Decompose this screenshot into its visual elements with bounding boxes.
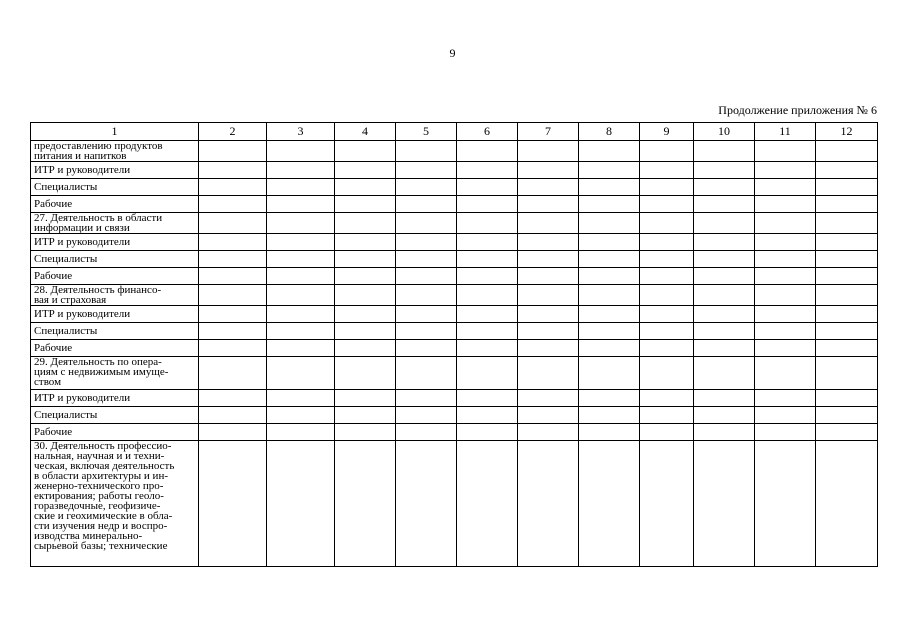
column-header-3: 3 xyxy=(267,123,335,141)
table-cell xyxy=(199,357,267,390)
table-cell xyxy=(816,179,878,196)
table-row xyxy=(31,285,878,306)
table-cell xyxy=(755,407,816,424)
table-cell xyxy=(579,196,640,213)
table-row xyxy=(31,424,878,441)
table-cell xyxy=(816,196,878,213)
table-cell xyxy=(335,179,396,196)
page-number: 9 xyxy=(449,46,456,60)
table-cell xyxy=(457,196,518,213)
row-label xyxy=(31,407,199,424)
table-cell xyxy=(694,234,755,251)
table-cell xyxy=(518,323,579,340)
table-cell xyxy=(199,213,267,234)
row-label-line: Специалисты xyxy=(34,253,98,265)
table-cell xyxy=(640,141,694,162)
row-label-line: изводства минерально- xyxy=(34,530,143,542)
table-cell xyxy=(335,268,396,285)
table-cell xyxy=(199,162,267,179)
table-cell xyxy=(267,407,335,424)
table-cell xyxy=(335,424,396,441)
row-label xyxy=(31,390,199,407)
table-cell xyxy=(579,357,640,390)
table-cell xyxy=(816,268,878,285)
table-body xyxy=(31,141,878,567)
table-cell xyxy=(579,390,640,407)
table-cell xyxy=(640,306,694,323)
row-label-line: 28. Деятельность финансо- xyxy=(34,284,162,296)
row-label-line: женерно-технического про- xyxy=(34,480,164,492)
table-cell xyxy=(457,179,518,196)
table-row xyxy=(31,179,878,196)
table-cell xyxy=(755,323,816,340)
table-cell xyxy=(694,407,755,424)
table-cell xyxy=(396,285,457,306)
table-cell xyxy=(199,234,267,251)
table-cell xyxy=(755,424,816,441)
row-label-line: сырьевой базы; технические xyxy=(34,540,168,552)
table-cell xyxy=(694,390,755,407)
table-cell xyxy=(518,424,579,441)
row-label-line: предоставлению продуктов xyxy=(34,140,163,152)
row-label-line: питания и напитков xyxy=(34,150,127,162)
table-cell xyxy=(640,285,694,306)
table-cell xyxy=(579,141,640,162)
table-cell xyxy=(816,357,878,390)
table-cell xyxy=(267,424,335,441)
table-cell xyxy=(816,213,878,234)
table-row xyxy=(31,357,878,390)
column-header-7: 7 xyxy=(518,123,579,141)
table-cell xyxy=(396,424,457,441)
row-label-line: 27. Деятельность в области xyxy=(34,212,163,224)
row-label-line: циям с недвижимым имуще- xyxy=(34,366,169,378)
table-cell xyxy=(335,323,396,340)
table-cell xyxy=(267,196,335,213)
table-cell xyxy=(579,323,640,340)
table-cell xyxy=(755,196,816,213)
row-label-line: Рабочие xyxy=(34,342,73,354)
table-cell xyxy=(755,390,816,407)
row-label xyxy=(31,213,199,234)
table-cell xyxy=(335,407,396,424)
table-cell xyxy=(518,179,579,196)
row-label-line: 30. Деятельность профессио- xyxy=(34,440,172,452)
table-cell xyxy=(755,357,816,390)
row-label xyxy=(31,268,199,285)
table-row xyxy=(31,196,878,213)
column-header-4: 4 xyxy=(335,123,396,141)
table-cell xyxy=(199,196,267,213)
table-cell xyxy=(640,213,694,234)
table-cell xyxy=(816,162,878,179)
row-label-line: ИТР и руководители xyxy=(34,392,131,404)
row-label-line: Рабочие xyxy=(34,270,73,282)
table-cell xyxy=(518,285,579,306)
table-cell xyxy=(518,213,579,234)
row-label-line: вая и страховая xyxy=(34,294,107,306)
table-cell xyxy=(816,234,878,251)
table-cell xyxy=(396,268,457,285)
table-cell xyxy=(816,251,878,268)
table-row xyxy=(31,234,878,251)
table-cell xyxy=(199,323,267,340)
table-cell xyxy=(335,141,396,162)
table-cell xyxy=(694,323,755,340)
table-cell xyxy=(267,357,335,390)
table-cell xyxy=(694,424,755,441)
row-label-line: ские и геохимические в обла- xyxy=(34,510,173,522)
row-label xyxy=(31,141,199,162)
table-cell xyxy=(457,407,518,424)
table-cell xyxy=(396,441,457,567)
table-cell xyxy=(755,268,816,285)
table-cell xyxy=(579,234,640,251)
table-row xyxy=(31,162,878,179)
table-cell xyxy=(518,196,579,213)
row-label-line: ИТР и руководители xyxy=(34,308,131,320)
row-label-line: 29. Деятельность по опера- xyxy=(34,356,162,368)
table-row xyxy=(31,323,878,340)
table-cell xyxy=(457,390,518,407)
table-cell xyxy=(640,424,694,441)
table-cell xyxy=(579,213,640,234)
table-cell xyxy=(755,234,816,251)
row-label xyxy=(31,424,199,441)
table-cell xyxy=(518,162,579,179)
row-label-line: ектирования; работы геоло- xyxy=(34,490,164,502)
row-label xyxy=(31,179,199,196)
table-cell xyxy=(457,162,518,179)
table-cell xyxy=(267,234,335,251)
row-label xyxy=(31,441,199,567)
table-cell xyxy=(816,323,878,340)
table-cell xyxy=(579,306,640,323)
table-cell xyxy=(396,213,457,234)
table-cell xyxy=(755,213,816,234)
column-header-10: 10 xyxy=(694,123,755,141)
table-cell xyxy=(335,234,396,251)
table-cell xyxy=(640,196,694,213)
table-cell xyxy=(457,340,518,357)
row-label-line: в области архитектуры и ин- xyxy=(34,470,168,482)
table-cell xyxy=(640,251,694,268)
table-cell xyxy=(816,285,878,306)
table-cell xyxy=(267,251,335,268)
table-cell xyxy=(457,323,518,340)
table-cell xyxy=(640,340,694,357)
table-cell xyxy=(694,179,755,196)
table-cell xyxy=(816,441,878,567)
table-cell xyxy=(335,162,396,179)
row-label xyxy=(31,162,199,179)
table-cell xyxy=(396,357,457,390)
row-label xyxy=(31,196,199,213)
column-header-1: 1 xyxy=(31,123,199,141)
table-row xyxy=(31,407,878,424)
table-cell xyxy=(755,285,816,306)
table-cell xyxy=(816,340,878,357)
row-label-line: Специалисты xyxy=(34,325,98,337)
table-cell xyxy=(335,340,396,357)
table-cell xyxy=(518,234,579,251)
table-row xyxy=(31,306,878,323)
table-cell xyxy=(579,285,640,306)
table-row xyxy=(31,441,878,567)
table-cell xyxy=(267,141,335,162)
column-header-8: 8 xyxy=(579,123,640,141)
row-label-line: ческая, включая деятельность xyxy=(34,460,175,472)
table-cell xyxy=(457,141,518,162)
table-cell xyxy=(640,179,694,196)
appendix-continuation-label: Продолжение приложения № 6 xyxy=(718,103,877,117)
row-label xyxy=(31,323,199,340)
header-row xyxy=(31,123,878,141)
column-header-6: 6 xyxy=(457,123,518,141)
row-label-line: нальная, научная и и техни- xyxy=(34,450,165,462)
table-cell xyxy=(694,196,755,213)
table-cell xyxy=(518,340,579,357)
table-cell xyxy=(518,306,579,323)
column-header-2: 2 xyxy=(199,123,267,141)
table-cell xyxy=(694,340,755,357)
table-cell xyxy=(267,285,335,306)
table-cell xyxy=(396,179,457,196)
table-cell xyxy=(457,213,518,234)
table-cell xyxy=(694,285,755,306)
table-cell xyxy=(199,251,267,268)
row-label-line: ИТР и руководители xyxy=(34,164,131,176)
table-cell xyxy=(640,234,694,251)
table-cell xyxy=(396,141,457,162)
table-cell xyxy=(199,340,267,357)
table-cell xyxy=(267,390,335,407)
column-header-5: 5 xyxy=(396,123,457,141)
table-row xyxy=(31,251,878,268)
table-cell xyxy=(396,323,457,340)
table-cell xyxy=(816,407,878,424)
table-cell xyxy=(579,424,640,441)
table-cell xyxy=(199,424,267,441)
table-cell xyxy=(199,306,267,323)
table-cell xyxy=(396,390,457,407)
table-cell xyxy=(396,251,457,268)
table-cell xyxy=(579,268,640,285)
table-row xyxy=(31,340,878,357)
row-label xyxy=(31,340,199,357)
table-cell xyxy=(199,141,267,162)
row-label-line: Специалисты xyxy=(34,181,98,193)
table-cell xyxy=(640,268,694,285)
table-cell xyxy=(267,162,335,179)
table-cell xyxy=(640,407,694,424)
table-cell xyxy=(518,357,579,390)
row-label-line: информации и связи xyxy=(34,222,130,234)
table-cell xyxy=(267,179,335,196)
table-cell xyxy=(755,306,816,323)
table-cell xyxy=(579,162,640,179)
table-cell xyxy=(579,251,640,268)
row-label-line: ством xyxy=(34,376,62,388)
row-label-line: Специалисты xyxy=(34,409,98,421)
row-label-line: горазведочные, геофизиче- xyxy=(34,500,161,512)
table-row xyxy=(31,268,878,285)
table-cell xyxy=(640,162,694,179)
table-cell xyxy=(457,306,518,323)
row-label-line: Рабочие xyxy=(34,426,73,438)
table-cell xyxy=(694,213,755,234)
table-cell xyxy=(816,306,878,323)
table-cell xyxy=(694,251,755,268)
table-cell xyxy=(267,340,335,357)
row-label xyxy=(31,306,199,323)
table-cell xyxy=(335,196,396,213)
table-cell xyxy=(518,268,579,285)
table-cell xyxy=(816,424,878,441)
column-header-9: 9 xyxy=(640,123,694,141)
table-cell xyxy=(579,407,640,424)
table-cell xyxy=(335,285,396,306)
table-cell xyxy=(267,441,335,567)
table-cell xyxy=(518,141,579,162)
column-header-11: 11 xyxy=(755,123,816,141)
table-cell xyxy=(199,407,267,424)
table-cell xyxy=(640,323,694,340)
table-cell xyxy=(518,251,579,268)
table-row xyxy=(31,213,878,234)
table-cell xyxy=(199,285,267,306)
table-cell xyxy=(816,141,878,162)
table-cell xyxy=(694,441,755,567)
table-cell xyxy=(755,179,816,196)
table-cell xyxy=(335,390,396,407)
table-cell xyxy=(457,424,518,441)
table-cell xyxy=(755,251,816,268)
table-cell xyxy=(694,141,755,162)
table-cell xyxy=(267,268,335,285)
table-cell xyxy=(457,285,518,306)
table-cell xyxy=(457,251,518,268)
table-cell xyxy=(396,162,457,179)
table-cell xyxy=(518,407,579,424)
table-cell xyxy=(694,357,755,390)
table-cell xyxy=(335,251,396,268)
row-label-line: Рабочие xyxy=(34,198,73,210)
table-cell xyxy=(518,441,579,567)
table-cell xyxy=(335,357,396,390)
table-cell xyxy=(267,213,335,234)
table-cell xyxy=(694,306,755,323)
table-cell xyxy=(816,390,878,407)
table-cell xyxy=(335,213,396,234)
table-cell xyxy=(267,323,335,340)
table-cell xyxy=(396,196,457,213)
table-cell xyxy=(694,162,755,179)
table-cell xyxy=(199,179,267,196)
row-label xyxy=(31,357,199,390)
table-cell xyxy=(579,441,640,567)
row-label xyxy=(31,234,199,251)
table-cell xyxy=(457,234,518,251)
table-cell xyxy=(755,141,816,162)
table-cell xyxy=(640,390,694,407)
table-cell xyxy=(755,441,816,567)
table-cell xyxy=(199,390,267,407)
table-cell xyxy=(640,441,694,567)
table-cell xyxy=(199,268,267,285)
column-header-12: 12 xyxy=(816,123,878,141)
table-cell xyxy=(199,441,267,567)
table-cell xyxy=(396,407,457,424)
table-cell xyxy=(640,357,694,390)
table-cell xyxy=(457,441,518,567)
row-label-line: ИТР и руководители xyxy=(34,236,131,248)
row-label-line: сти изучения недр и воспро- xyxy=(34,520,168,532)
table-cell xyxy=(335,306,396,323)
table-cell xyxy=(396,340,457,357)
table-cell xyxy=(396,234,457,251)
table-row xyxy=(31,141,878,162)
table-cell xyxy=(755,162,816,179)
row-label xyxy=(31,285,199,306)
row-label xyxy=(31,251,199,268)
table-row xyxy=(31,390,878,407)
table-cell xyxy=(694,268,755,285)
data-table xyxy=(30,122,878,567)
table-cell xyxy=(457,357,518,390)
table-cell xyxy=(518,390,579,407)
table-cell xyxy=(755,340,816,357)
table-cell xyxy=(335,441,396,567)
table-cell xyxy=(267,306,335,323)
table-cell xyxy=(457,268,518,285)
table-cell xyxy=(579,179,640,196)
table-cell xyxy=(579,340,640,357)
table-cell xyxy=(396,306,457,323)
